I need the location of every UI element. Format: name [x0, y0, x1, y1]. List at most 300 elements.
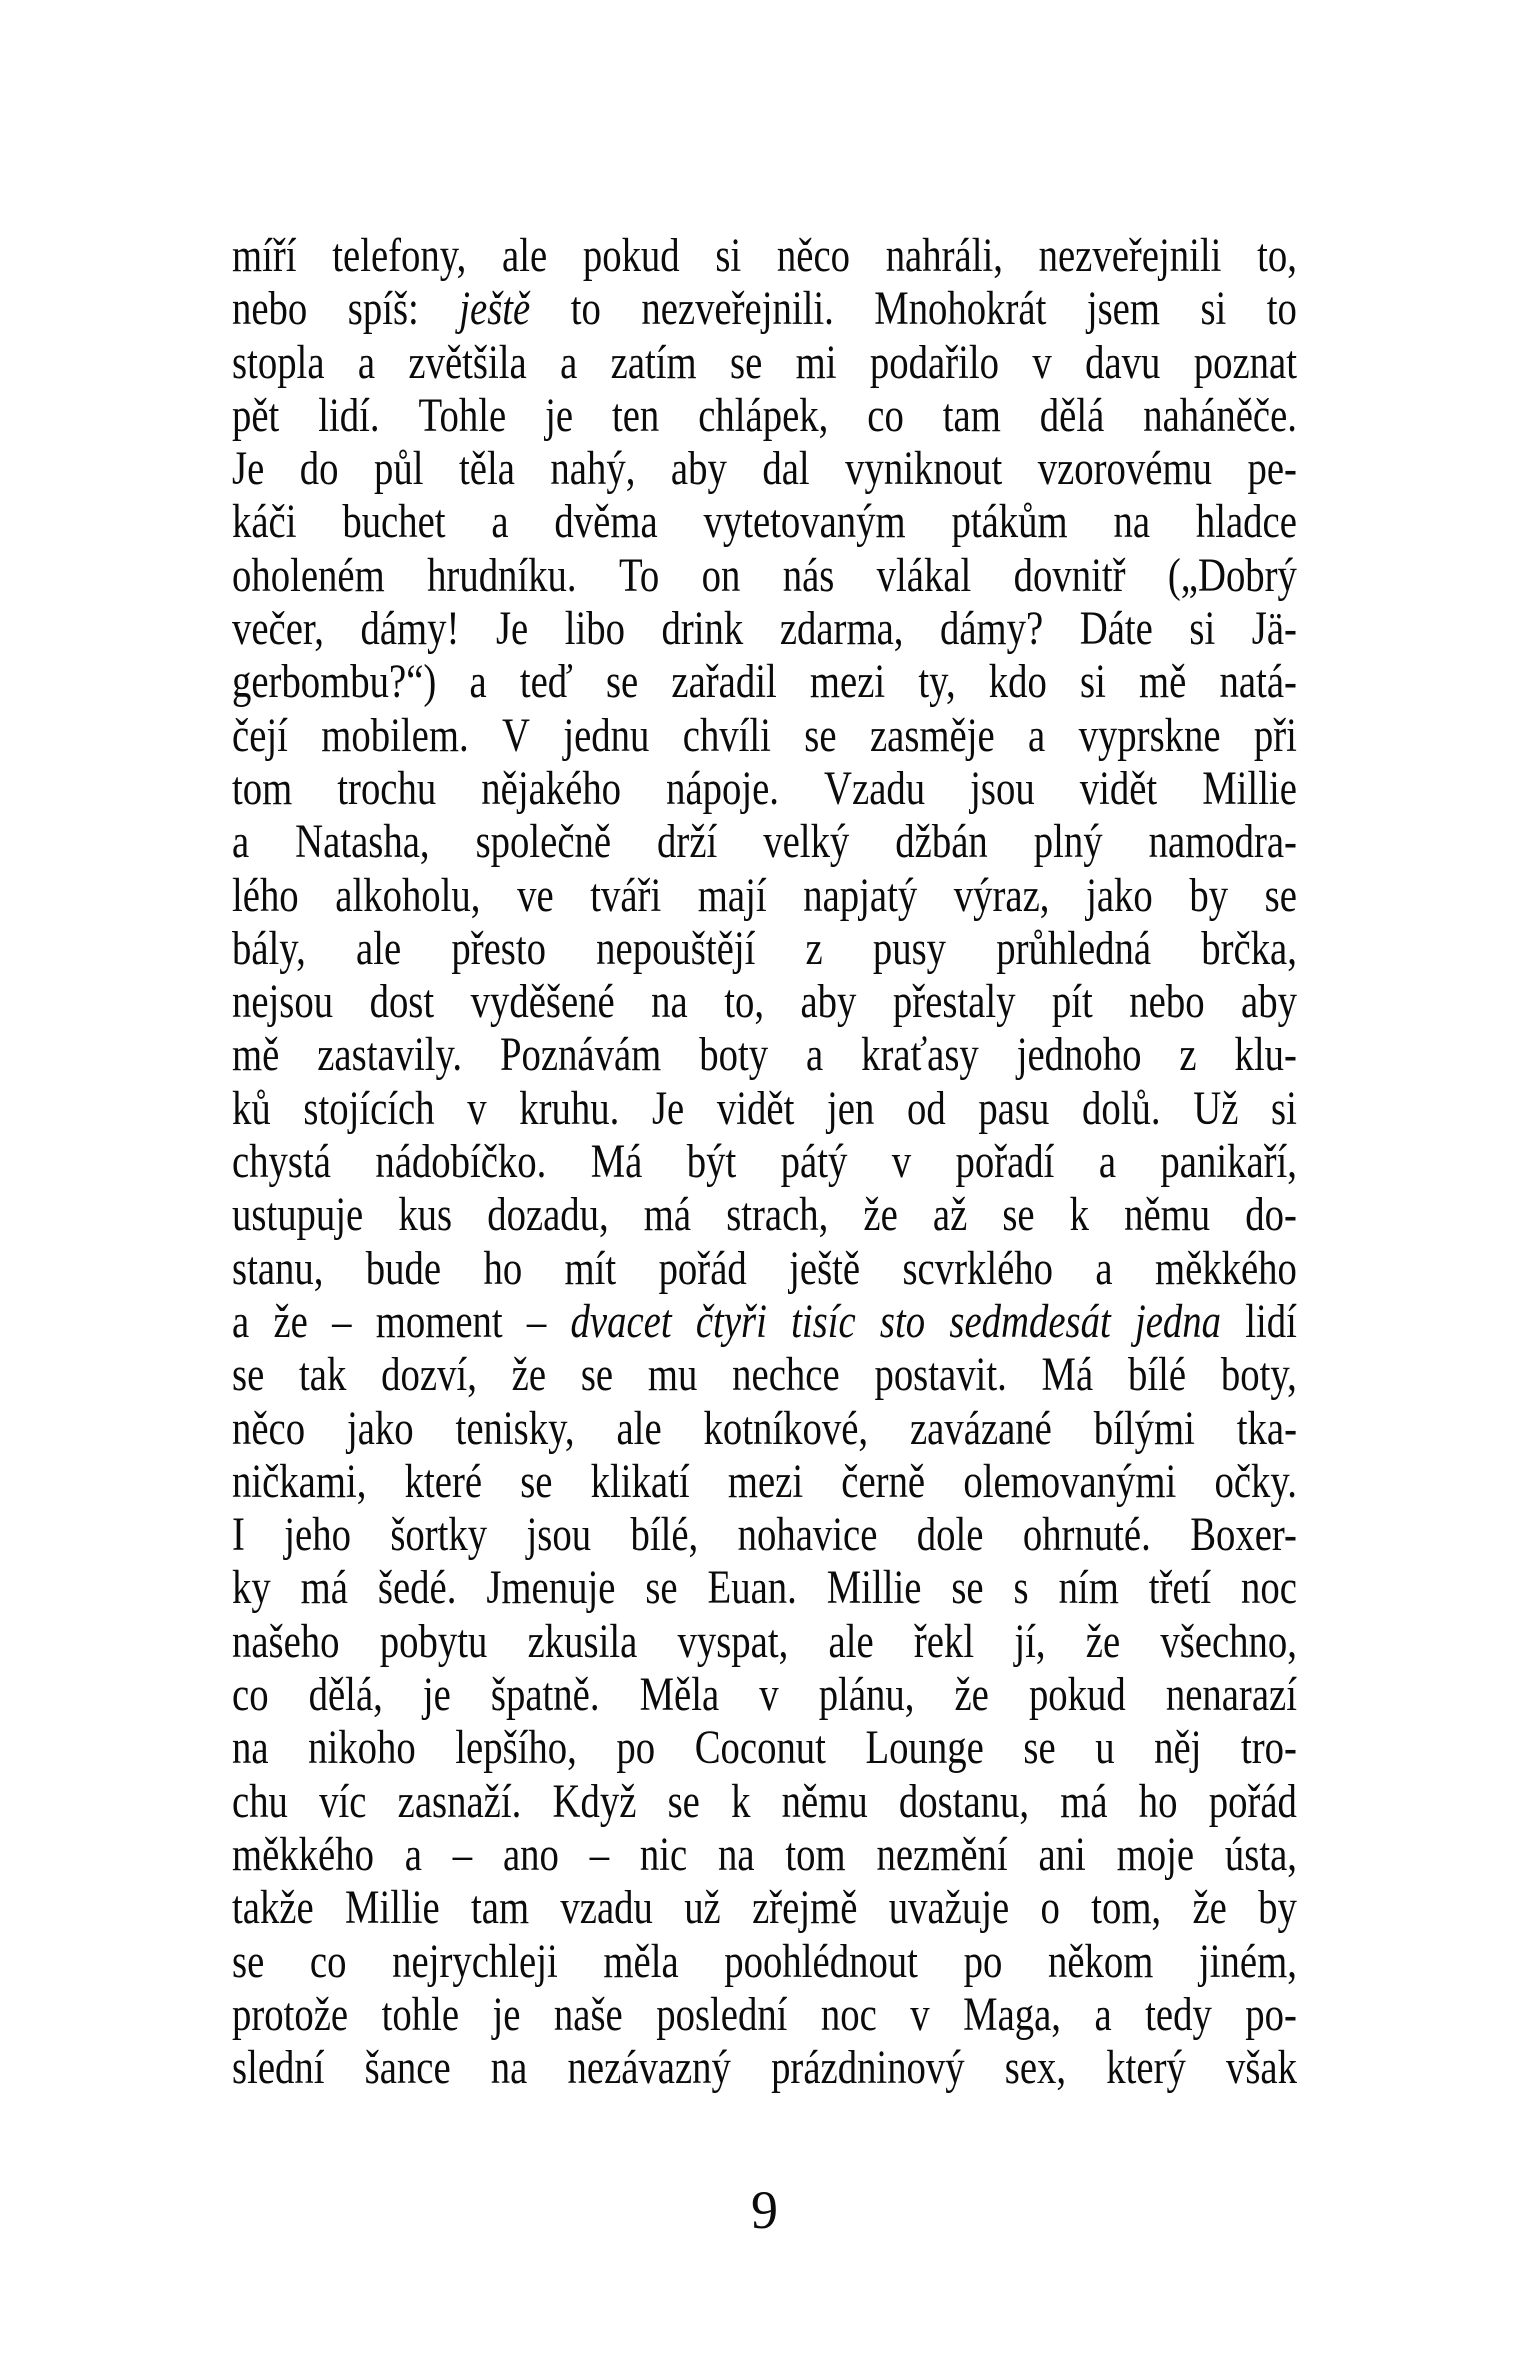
word: zřejmě	[752, 1881, 858, 1935]
text-line	[232, 815, 1297, 868]
word: a	[232, 815, 250, 869]
word: namodra-	[1148, 815, 1297, 869]
word: mají	[697, 868, 767, 922]
word: a	[806, 1028, 824, 1082]
word: jsou	[526, 1508, 592, 1562]
word: oholeném	[232, 548, 385, 602]
text-line	[232, 282, 1297, 335]
word: vidět	[1079, 761, 1158, 815]
word: někom	[1047, 1934, 1154, 1988]
word: ho	[483, 1241, 523, 1295]
word: špatně.	[490, 1668, 600, 1722]
word: zkusila	[527, 1614, 638, 1668]
word: I	[232, 1508, 245, 1562]
word: nepouštějí	[596, 921, 756, 975]
word: být	[686, 1135, 737, 1189]
text-line	[232, 709, 1297, 762]
word: víc	[319, 1774, 367, 1828]
italic-word: jedna	[1134, 1294, 1222, 1348]
word: nejrychleji	[392, 1934, 558, 1988]
word: chystá	[232, 1135, 331, 1189]
word: o	[1040, 1881, 1060, 1935]
word: kruhu.	[519, 1081, 620, 1135]
word: zařadil	[671, 655, 777, 709]
word: do	[299, 442, 339, 496]
word: („Dobrý	[1167, 548, 1297, 602]
word: bílé,	[630, 1508, 699, 1562]
word: plánu,	[818, 1668, 915, 1722]
word: poznat	[1193, 335, 1297, 389]
text-line	[232, 1721, 1297, 1774]
word: jednu	[563, 708, 650, 762]
word: Už	[1193, 1081, 1239, 1135]
word: klikatí	[590, 1454, 690, 1508]
word: vyprskne	[1078, 708, 1221, 762]
word: noc	[1241, 1561, 1297, 1615]
word: nezveřejnili.	[641, 282, 834, 336]
word: kdo	[988, 655, 1047, 709]
word: se	[1264, 868, 1297, 922]
word: se	[804, 708, 837, 762]
word: bude	[365, 1241, 442, 1295]
word: zastavily.	[317, 1028, 463, 1082]
word: jako	[1086, 868, 1153, 922]
word: Vzadu	[824, 761, 926, 815]
word: vzadu	[560, 1881, 653, 1935]
word: pít	[1051, 975, 1093, 1029]
word: zavázané	[909, 1401, 1052, 1455]
word: něco	[232, 1401, 306, 1455]
word: do-	[1245, 1188, 1297, 1242]
word: mít	[564, 1241, 617, 1295]
word: v	[891, 1135, 912, 1189]
word: po	[963, 1934, 1003, 1988]
word: pět	[232, 388, 280, 442]
text-line	[232, 442, 1297, 495]
word: šortky	[390, 1508, 488, 1562]
word: ale	[502, 229, 548, 282]
word: že	[1192, 1881, 1227, 1935]
word: dělá	[1039, 388, 1105, 442]
word: ale	[616, 1401, 662, 1455]
word: těla	[459, 442, 515, 496]
word: káči	[232, 495, 297, 549]
word: tam	[471, 1881, 530, 1935]
text-line	[232, 655, 1297, 708]
word: tak	[299, 1348, 347, 1402]
word: zatím	[610, 335, 697, 389]
word: nebo	[232, 282, 308, 336]
word: dostanu,	[898, 1774, 1030, 1828]
word: plný	[1033, 815, 1103, 869]
text-line	[232, 1028, 1297, 1081]
word: ano	[502, 1827, 559, 1881]
text-line	[232, 1402, 1297, 1455]
word: pokud	[1028, 1668, 1126, 1722]
word: na	[718, 1827, 755, 1881]
word: buchet	[342, 495, 446, 549]
word: nápoje.	[666, 761, 779, 815]
text-line	[232, 1775, 1297, 1828]
word: co	[232, 1668, 269, 1722]
word: pokud	[582, 229, 680, 282]
word: si	[1080, 655, 1106, 709]
word: dvěma	[554, 495, 658, 549]
word: tohle	[381, 1987, 460, 2041]
word: lidí.	[318, 388, 380, 442]
text-line	[232, 2041, 1297, 2094]
text-line	[232, 1668, 1297, 1721]
text-line	[232, 762, 1297, 815]
word: by	[1258, 1881, 1297, 1935]
word: jako	[346, 1401, 414, 1455]
text-line	[232, 1348, 1297, 1401]
word: večer,	[232, 602, 324, 656]
word: chu	[232, 1774, 288, 1828]
word: Natasha,	[295, 815, 430, 869]
word: stojících	[303, 1081, 435, 1135]
text-line	[232, 1295, 1297, 1348]
word: vidět	[716, 1081, 795, 1135]
word: aby	[800, 975, 857, 1029]
word: klu-	[1234, 1028, 1297, 1082]
word: nic	[639, 1827, 688, 1881]
word: mi	[795, 335, 837, 389]
word: kraťasy	[861, 1028, 979, 1082]
word: nádobíčko.	[375, 1135, 547, 1189]
word: tedy	[1145, 1987, 1212, 2041]
word: tom	[232, 761, 293, 815]
word: nikoho	[308, 1721, 416, 1775]
word: nechce	[732, 1348, 840, 1402]
word: poohlédnout	[724, 1934, 918, 1988]
word: v	[759, 1668, 779, 1722]
word: velký	[763, 815, 850, 869]
word: tenisky,	[455, 1401, 575, 1455]
word: nezávazný	[567, 2041, 731, 2095]
text-line	[232, 1188, 1297, 1241]
word: mě	[232, 1028, 280, 1082]
word: ty,	[918, 655, 956, 709]
word: bílými	[1093, 1401, 1195, 1455]
word: jednoho	[1016, 1028, 1142, 1082]
word: lidí	[1245, 1294, 1297, 1348]
text-line	[232, 1935, 1297, 1988]
word: nohavice	[737, 1508, 878, 1562]
word: panikaří,	[1160, 1135, 1297, 1189]
word: a	[491, 495, 509, 549]
text-line	[232, 1082, 1297, 1135]
word: že	[511, 1348, 547, 1402]
word: ků	[232, 1081, 271, 1135]
word: hladce	[1195, 495, 1297, 549]
word: boty,	[1220, 1348, 1297, 1402]
word: vyděšené	[470, 975, 615, 1029]
word: zdarma,	[779, 602, 904, 656]
word: zvětšila	[408, 335, 527, 389]
word: natá-	[1219, 655, 1297, 709]
word: ním	[1058, 1561, 1119, 1615]
word: Když	[552, 1774, 637, 1828]
word: dal	[762, 442, 810, 496]
word: vzorovému	[1037, 442, 1212, 496]
word: strach,	[726, 1188, 829, 1242]
word: zasnaží.	[397, 1774, 522, 1828]
word: v	[910, 1987, 930, 2041]
word: napjatý	[803, 868, 918, 922]
word: džbán	[895, 815, 988, 869]
word: prázdninový	[771, 2041, 965, 2095]
word: ničkami,	[232, 1454, 367, 1508]
word: se	[730, 335, 763, 389]
word: protože	[232, 1987, 349, 2041]
word: už	[684, 1881, 721, 1935]
word: a	[1028, 708, 1046, 762]
text-line	[232, 975, 1297, 1028]
word: které	[404, 1454, 483, 1508]
word: tam	[942, 388, 1001, 442]
word: němu	[1124, 1188, 1211, 1242]
word: u	[1095, 1721, 1115, 1775]
word: tom,	[1091, 1881, 1162, 1935]
word: V	[502, 708, 530, 762]
word: ani	[1038, 1827, 1086, 1881]
word: si	[715, 229, 742, 282]
page-number: 9	[751, 2180, 778, 2240]
word: a	[1095, 1241, 1113, 1295]
word: půl	[374, 442, 424, 496]
text-line	[232, 1242, 1297, 1295]
word: čejí	[232, 708, 288, 762]
word: a	[1098, 1135, 1117, 1189]
word: bílé	[1127, 1348, 1187, 1402]
word: scvrklého	[902, 1241, 1054, 1295]
word: kotníkové,	[703, 1401, 869, 1455]
word: že	[1085, 1614, 1121, 1668]
italic-word: sto	[879, 1294, 926, 1348]
text-line	[232, 229, 1297, 282]
word: pasu	[978, 1081, 1050, 1135]
word: gerbombu?“)	[232, 655, 437, 709]
word: s	[1013, 1561, 1029, 1615]
word: ho	[1138, 1774, 1178, 1828]
word: nás	[782, 548, 835, 602]
word: Coconut	[694, 1721, 826, 1775]
italic-word: tisíc	[791, 1294, 856, 1348]
text-line	[232, 602, 1297, 655]
word: černě	[841, 1454, 926, 1508]
word: Millie	[345, 1881, 440, 1935]
word: uvažuje	[888, 1881, 1010, 1935]
word: k	[731, 1774, 751, 1828]
word: a	[357, 335, 376, 389]
word: se	[951, 1561, 984, 1615]
word: –	[526, 1294, 547, 1348]
word: měkkého	[232, 1827, 374, 1881]
word: Poznávám	[499, 1028, 662, 1082]
word: libo	[564, 602, 625, 656]
word: jen	[827, 1081, 875, 1135]
word: měla	[603, 1934, 679, 1988]
word: Měla	[639, 1668, 720, 1722]
word: šedé.	[377, 1561, 457, 1615]
word: k	[1069, 1188, 1090, 1242]
word: drink	[661, 602, 744, 656]
word: však	[1225, 2041, 1297, 2095]
word: na	[651, 975, 688, 1029]
word: průhledná	[996, 921, 1152, 975]
word: přestaly	[892, 975, 1016, 1029]
word: z	[805, 921, 823, 975]
word: on	[701, 548, 741, 602]
word: vyspat,	[677, 1614, 789, 1668]
word: Je	[651, 1081, 685, 1135]
text-line	[232, 389, 1297, 442]
word: boty	[699, 1028, 769, 1082]
word: jí,	[1014, 1614, 1046, 1668]
word: drží	[657, 815, 718, 869]
word: kus	[398, 1188, 453, 1242]
word: pusy	[872, 921, 947, 975]
text-line	[232, 922, 1297, 975]
word: dolů.	[1082, 1081, 1161, 1135]
word: hrudníku.	[427, 548, 577, 602]
word: to	[1266, 282, 1297, 336]
word: jeho	[284, 1508, 351, 1562]
word: nenarazí	[1165, 1668, 1297, 1722]
word: ale	[828, 1614, 874, 1668]
word: chvíli	[682, 708, 771, 762]
word: co	[867, 388, 904, 442]
word: a	[1094, 1987, 1112, 2041]
word: Euan.	[707, 1561, 797, 1615]
italic-word: dvacet	[570, 1294, 672, 1348]
word: moment	[375, 1294, 503, 1348]
word: naháněče.	[1143, 388, 1297, 442]
word: všechno,	[1160, 1614, 1297, 1668]
word: Jmenuje	[486, 1561, 616, 1615]
word: stopla	[232, 335, 325, 389]
text-line	[232, 1881, 1297, 1934]
word: a	[469, 655, 487, 709]
text-line	[232, 1135, 1297, 1188]
word: slední	[232, 2041, 325, 2095]
text-line	[232, 869, 1297, 922]
word: šance	[364, 2041, 451, 2095]
word: sex,	[1004, 2041, 1067, 2095]
word: noc	[820, 1987, 877, 2041]
word: výraz,	[953, 868, 1050, 922]
word: zasměje	[869, 708, 995, 762]
word: že	[273, 1294, 308, 1348]
word: tro-	[1241, 1721, 1297, 1775]
italic-word: čtyři	[695, 1294, 767, 1348]
word: po-	[1245, 1987, 1297, 2041]
word: nejsou	[232, 975, 334, 1029]
word: ky	[232, 1561, 271, 1615]
text-line	[232, 495, 1297, 548]
italic-word: sedmdesát	[949, 1294, 1111, 1348]
word: má	[1060, 1774, 1108, 1828]
word: po	[616, 1721, 656, 1775]
word: Lounge	[865, 1721, 984, 1775]
word: Jä-	[1251, 602, 1297, 656]
text-line	[232, 1828, 1297, 1881]
word: řekl	[913, 1614, 975, 1668]
word: že	[954, 1668, 989, 1722]
word: mezi	[809, 655, 886, 709]
word: trochu	[337, 761, 437, 815]
word: dámy!	[360, 602, 460, 656]
italic-word: ještě	[459, 282, 531, 336]
word: a	[232, 1294, 250, 1348]
text-line	[232, 1455, 1297, 1508]
word: ústa,	[1224, 1827, 1297, 1881]
word: pořád	[658, 1241, 747, 1295]
word: očky.	[1214, 1454, 1297, 1508]
word: se	[645, 1561, 678, 1615]
word: Dáte	[1079, 602, 1153, 656]
word: nahý,	[550, 442, 636, 496]
word: –	[589, 1827, 610, 1881]
word: tváři	[590, 868, 662, 922]
word: jiném,	[1199, 1934, 1297, 1988]
word: naše	[553, 1987, 623, 2041]
word: Má	[590, 1135, 643, 1189]
word: to,	[1257, 229, 1297, 282]
word: bály,	[232, 921, 306, 975]
word: se	[605, 655, 639, 709]
word: ohrnuté.	[1022, 1508, 1151, 1562]
word: stanu,	[232, 1241, 324, 1295]
word: z	[1179, 1028, 1197, 1082]
word: něj	[1154, 1721, 1202, 1775]
word: alkoholu,	[335, 868, 481, 922]
word: aby	[1241, 975, 1297, 1029]
word: nahráli,	[885, 229, 1003, 282]
word: to	[570, 282, 601, 336]
word: moje	[1116, 1827, 1195, 1881]
word: pátý	[780, 1135, 848, 1189]
word: dovnitř	[1013, 548, 1126, 602]
word: nezmění	[876, 1827, 1008, 1881]
word: od	[906, 1081, 946, 1135]
word: ptákům	[951, 495, 1068, 549]
word: tom	[785, 1827, 846, 1881]
word: pobytu	[379, 1614, 488, 1668]
word: vyniknout	[845, 442, 1003, 496]
word: brčka,	[1201, 921, 1297, 975]
word: To	[618, 548, 660, 602]
word: ještě	[789, 1241, 861, 1295]
word: ve	[517, 868, 554, 922]
word: že	[863, 1188, 898, 1242]
word: dole	[916, 1508, 984, 1562]
word: se	[667, 1774, 700, 1828]
word: je	[422, 1668, 451, 1722]
word: dozví,	[381, 1348, 477, 1402]
word: mu	[647, 1348, 698, 1402]
word: vlákal	[876, 548, 972, 602]
word: má	[643, 1188, 692, 1242]
word: Boxer-	[1190, 1508, 1297, 1562]
word: něco	[776, 229, 850, 282]
word: třetí	[1148, 1561, 1212, 1615]
word: se	[580, 1348, 614, 1402]
word: poslední	[656, 1987, 788, 2041]
word: a	[404, 1827, 422, 1881]
word: dost	[369, 975, 435, 1029]
